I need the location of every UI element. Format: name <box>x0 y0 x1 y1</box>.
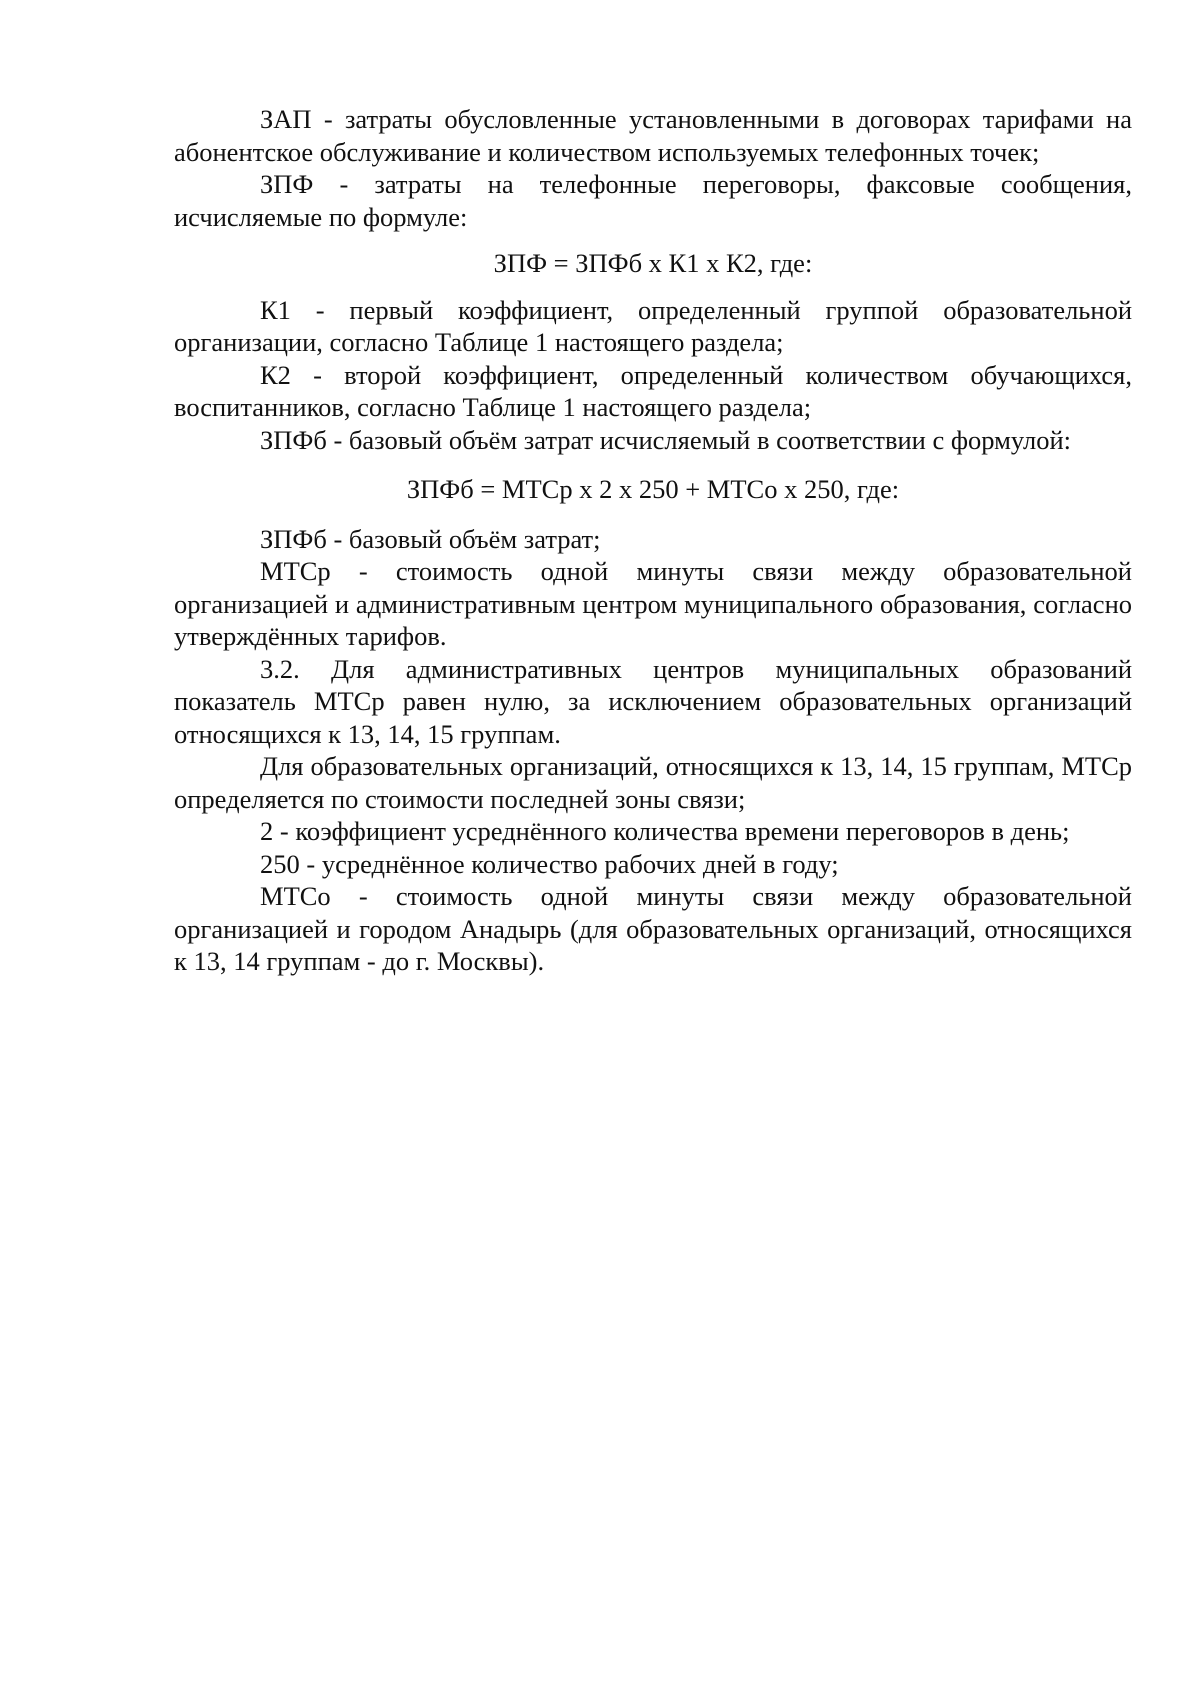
paragraph-zpf: ЗПФ - затраты на телефонные переговоры, факсовые сообщения, исчисляемые по формуле: <box>174 169 1132 232</box>
paragraph-groups: Для образовательных организаций, относящихся к 13, 14, 15 группам, МТСр определяется по стоимости последней зоны связи; <box>174 751 1132 814</box>
document-page <box>174 103 1132 978</box>
paragraph-mtso: МТСо - стоимость одной минуты связи между образовательной организацией и городом Анадырь (для образовательных организаций, относящихся к 13, 14 группам - до г. Москвы). <box>174 881 1132 976</box>
formula-zpfb: ЗПФб = МТСр х 2 х 250 + МТСо х 250, где: <box>406 474 900 504</box>
paragraph-k1: К1 - первый коэффициент, определенный группой образовательной организации, согласно Таблице 1 настоящего раздела; <box>174 294 1132 357</box>
paragraph-zpfb-def: ЗПФб - базовый объём затрат; <box>260 523 601 554</box>
formula-zpf: ЗПФ = ЗПФб х К1 х К2, где: <box>493 248 813 278</box>
paragraph-zpfb: ЗПФб - базовый объём затрат исчисляемый в соответствии с формулой: <box>260 424 1072 455</box>
paragraph-coef-2: 2 - коэффициент усреднённого количества времени переговоров в день; <box>260 816 1070 846</box>
paragraph-k2: К2 - второй коэффициент, определенный количеством обучающихся, воспитанников, согласно Таблице 1 настоящего раздела; <box>174 359 1132 422</box>
paragraph-mtsr: МТСр - стоимость одной минуты связи между образовательной организацией и административным центром муниципального образования, согласно утверждённых тарифов. <box>174 556 1132 651</box>
paragraph-250: 250 - усреднённое количество рабочих дней в году; <box>260 848 839 879</box>
paragraph-3-2: 3.2. Для административных центров муниципальных образований показатель МТСр равен нулю, за исключением образовательных организаций относящихся к 13, 14, 15 группам. <box>174 653 1132 749</box>
paragraph-zap: ЗАП - затраты обусловленные установленными в договорах тарифами на абонентское обслуживание и количеством используемых телефонных точек; <box>174 104 1132 167</box>
